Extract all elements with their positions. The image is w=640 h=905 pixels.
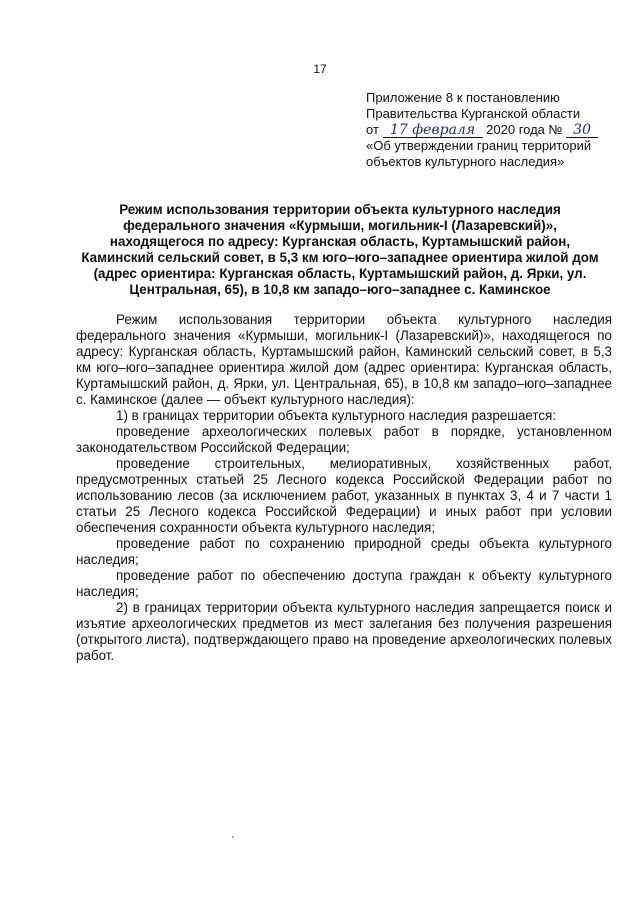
appendix-line-2: Правительства Курганской области bbox=[366, 106, 581, 121]
body-paragraph-7: 2) в границах территории объекта культурного наследия запрещается поиск и изъятие археологических предметов из мест залегания без получения разрешения (открытого листа), подтверждающего право на проведение археологических полевых работ. bbox=[76, 600, 612, 663]
document-body bbox=[76, 312, 612, 664]
document-title: Режим использования территории объекта культурного наследия федерального значения «Курмыши, могильник-I (Лазаревский)», находящегося по адресу: Курганская область, Куртамышский район, Каминский сельский совет, в 5,3 км юго–юго–западнее ориентира жилой дом (адрес ориентира: Курганская область, Куртамышский район, д. Ярки, ул. Центральная, 65), в 10,8 км западо–юго–западнее с. Каминское bbox=[81, 202, 599, 297]
handwritten-number: 30 bbox=[566, 123, 598, 138]
body-paragraph-1: Режим использования территории объекта культурного наследия федерального значения «Курмыши, могильник-I (Лазаревский)», находящегося по адресу: Курганская область, Куртамышский район, Каминский сельский совет, в 5,3 км юго–юго–западнее ориентира жилой дом (адрес ориентира: Курганская область, Куртамышский район, д. Ярки, ул. Центральная, 65), в 10,8 км западо–юго–западнее с. Каминское (далее — объект культурного наследия): bbox=[76, 312, 612, 407]
appendix-line-1: Приложение 8 к постановлению bbox=[366, 90, 560, 105]
appendix-header bbox=[366, 90, 616, 170]
appendix-line-5: объектов культурного наследия» bbox=[366, 154, 565, 169]
page-number: 17 bbox=[313, 62, 327, 76]
body-paragraph-3: проведение археологических полевых работ в порядке, установленном законодательством Российской Федерации; bbox=[76, 424, 612, 455]
appendix-date-line bbox=[366, 122, 616, 138]
body-paragraph-2: 1) в границах территории объекта культурного наследия разрешается: bbox=[116, 408, 557, 423]
body-paragraph-6: проведение работ по обеспечению доступа граждан к объекту культурного наследия; bbox=[76, 568, 612, 599]
appendix-year-text: 2020 года № bbox=[486, 122, 563, 137]
body-paragraph-4: проведение строительных, мелиоративных, хозяйственных работ, предусмотренных статьей 25 Лесного кодекса Российской Федерации работ по использованию лесов (за исключением работ, указанных в пунктах 3, 4 и 7 части 1 статьи 25 Лесного кодекса Российской Федерации) и иных работ при условии обеспечения сохранности объекта культурного наследия; bbox=[76, 456, 612, 535]
appendix-line-4: «Об утверждении границ территорий bbox=[366, 138, 592, 153]
body-paragraph-5: проведение работ по сохранению природной среды объекта культурного наследия; bbox=[76, 536, 612, 567]
scan-speck bbox=[232, 836, 234, 838]
appendix-from-prefix: от bbox=[366, 122, 379, 137]
handwritten-date: 17 февраля bbox=[383, 123, 483, 138]
